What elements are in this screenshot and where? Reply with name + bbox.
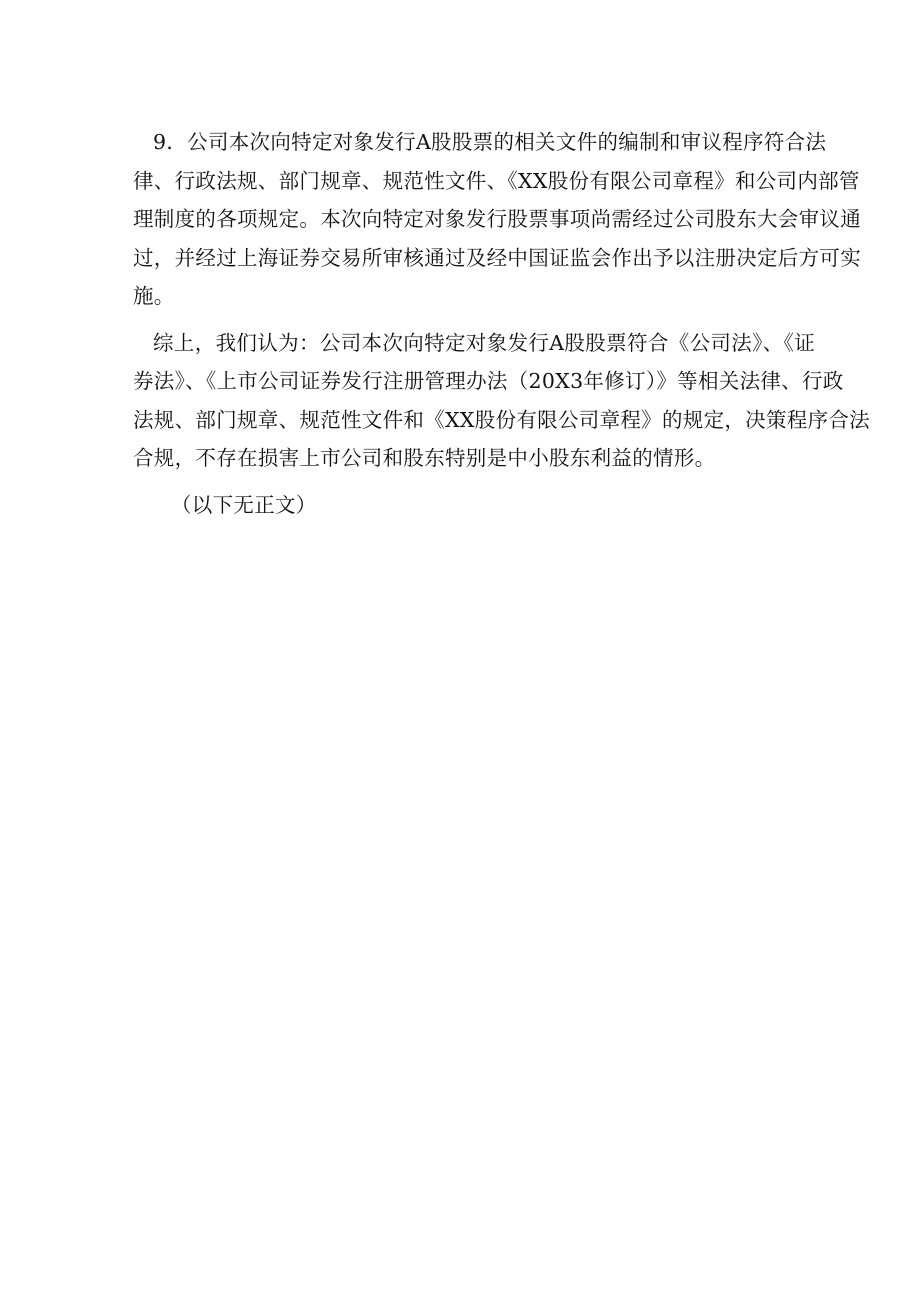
paragraph-line: 综上，我们认为：公司本次向特定对象发行A股股票符合《公司法》、《证 — [153, 330, 815, 355]
paragraph-line: 券法》、《上市公司证券发行注册管理办法（20X3年修订）》等相关法律、行政 — [133, 369, 844, 393]
paragraph-line: 过，并经过上海证券交易所审核通过及经中国证监会作出予以注册决定后方可实 — [133, 245, 861, 270]
paragraph-line: 法规、部门规章、规范性文件和《XX股份有限公司章程》的规定，决策程序合法 — [133, 407, 870, 432]
paragraph-item-9 — [133, 123, 861, 316]
paragraph-line: 9．公司本次向特定对象发行A股股票的相关文件的编制和审议程序符合法 — [153, 130, 827, 154]
paragraph-line: 合规，不存在损害上市公司和股东特别是中小股东利益的情形。 — [133, 446, 716, 470]
paragraph-line: 施。 — [133, 284, 175, 308]
paragraph-line: 理制度的各项规定。本次向特定对象发行股票事项尚需经过公司股东大会审议通 — [133, 207, 861, 231]
closing-note: （以下无正文） — [171, 492, 317, 517]
paragraph-line: 律、行政法规、部门规章、规范性文件、《XX股份有限公司章程》和公司内部管 — [133, 168, 860, 193]
summary-paragraph — [133, 324, 870, 478]
document-body — [133, 123, 870, 524]
